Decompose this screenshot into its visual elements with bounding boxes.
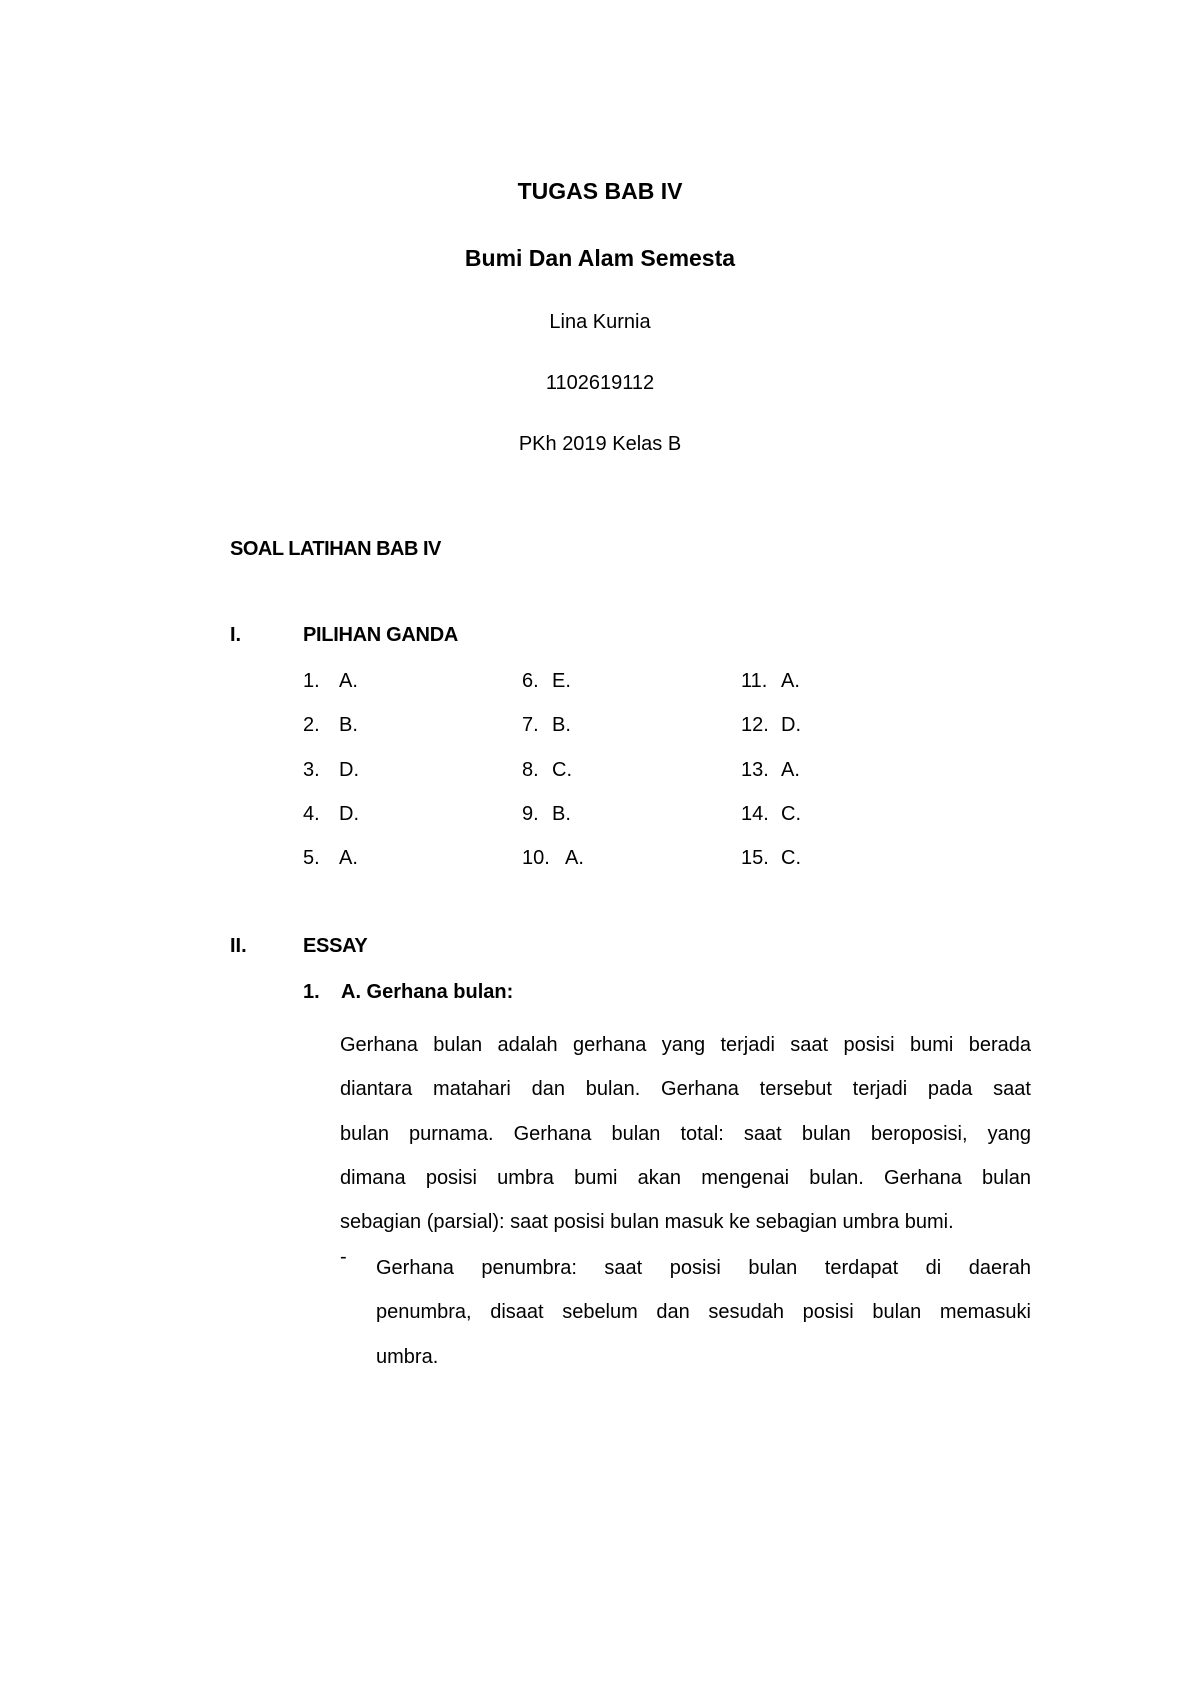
answer-choice: A. [339, 670, 358, 692]
answer-choice: E. [552, 670, 571, 692]
paragraph-line: sebagian (parsial): saat posisi bulan masuk ke sebagian umbra bumi. [340, 1211, 954, 1233]
answer-number: 2. [303, 714, 320, 737]
section-1-title: PILIHAN GANDA [303, 624, 458, 646]
answer-number: 13. [741, 758, 769, 781]
student-id: 1102619112 [545, 372, 655, 394]
student-name: Lina Kurnia [549, 311, 651, 333]
answer-choice: C. [781, 847, 801, 869]
answer-number: 5. [303, 847, 320, 869]
answer-number: 12. [741, 714, 769, 737]
answer-number: 15. [741, 847, 769, 869]
bullet-line: Gerhana penumbra: saat posisi bulan terdapat di daerah [376, 1257, 1031, 1279]
answer-number: 14. [741, 802, 769, 825]
answer-item [522, 668, 702, 712]
section-heading: SOAL LATIHAN BAB IV [230, 538, 441, 560]
answer-number: 7. [522, 714, 539, 737]
answer-item [741, 801, 921, 845]
answer-choice: B. [552, 802, 571, 825]
bullet-marker: - [340, 1246, 347, 1268]
answer-number: 1. [303, 670, 320, 692]
bullet-line: penumbra, disaat sebelum dan sesudah posisi bulan memasuki [376, 1301, 1031, 1324]
answer-item [741, 712, 921, 756]
answer-item [741, 757, 921, 801]
answer-number: 11. [741, 670, 768, 692]
section-2-title: ESSAY [303, 935, 368, 957]
bullet-line: umbra. [376, 1345, 439, 1368]
answer-column-3 [741, 668, 921, 889]
answer-item [303, 845, 483, 889]
answer-number: 6. [522, 670, 539, 692]
student-class: PKh 2019 Kelas B [518, 433, 682, 455]
answer-item [522, 845, 702, 889]
document-title: TUGAS BAB IV [517, 178, 683, 204]
answer-item [303, 801, 483, 845]
answer-item [522, 757, 702, 801]
paragraph-line: diantara matahari dan bulan. Gerhana tersebut terjadi pada saat [340, 1078, 1031, 1101]
section-1-number: I. [230, 624, 242, 646]
answer-item [741, 845, 921, 889]
paragraph-line: dimana posisi umbra bumi akan mengenai bulan. Gerhana bulan [340, 1166, 1031, 1189]
answer-choice: A. [565, 847, 584, 869]
answer-column-2 [522, 668, 702, 889]
paragraph-line: Gerhana bulan adalah gerhana yang terjadi saat posisi bumi berada [340, 1034, 1031, 1056]
paragraph-line: bulan purnama. Gerhana bulan total: saat bulan beroposisi, yang [340, 1122, 1031, 1145]
answer-item [303, 757, 483, 801]
answer-choice: B. [552, 714, 571, 737]
answer-choice: C. [552, 758, 572, 781]
answer-choice: D. [781, 714, 801, 737]
section-2-number: II. [230, 935, 247, 957]
answer-choice: D. [339, 758, 359, 781]
answer-choice: D. [339, 802, 359, 825]
answer-number: 8. [522, 758, 539, 781]
answer-number: 9. [522, 802, 539, 825]
answer-choice: C. [781, 802, 801, 825]
answer-item [522, 712, 702, 756]
essay-question-number: 1. [303, 981, 320, 1003]
answer-number: 4. [303, 802, 320, 825]
answer-choice: B. [339, 714, 358, 737]
essay-question-title: A. Gerhana bulan: [341, 981, 514, 1003]
document-subtitle: Bumi Dan Alam Semesta [464, 245, 736, 271]
answer-item [741, 668, 921, 712]
answer-item [303, 712, 483, 756]
answer-choice: A. [339, 847, 358, 869]
answer-choice: A. [781, 670, 800, 692]
answer-number: 3. [303, 758, 320, 781]
answer-item [303, 668, 483, 712]
answer-choice: A. [781, 758, 800, 781]
bullet-item [376, 1246, 1031, 1379]
answer-column-1 [303, 668, 483, 889]
essay-answer-paragraph [340, 1023, 1031, 1244]
answer-item [522, 801, 702, 845]
answer-number: 10. [522, 847, 550, 869]
